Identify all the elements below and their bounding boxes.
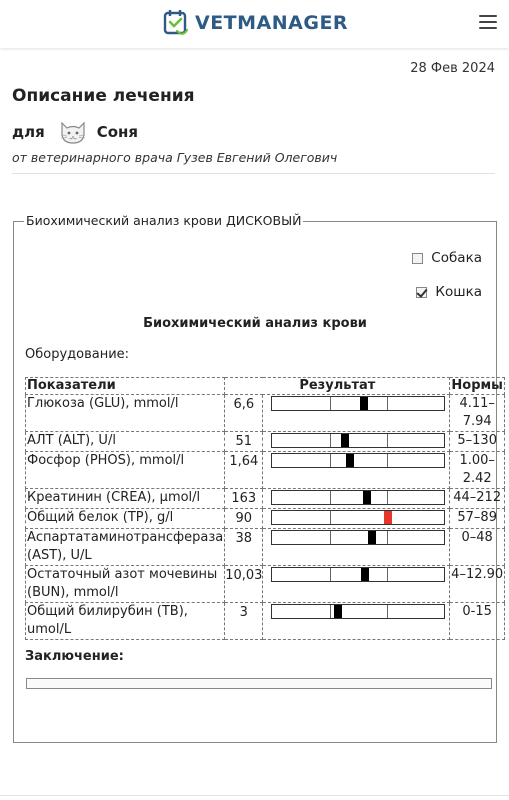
patient-line <box>12 116 138 148</box>
indicator-name: Аспартатаминотрансфераза (AST), U/L <box>26 529 225 566</box>
scale-tick <box>330 511 331 524</box>
results-table <box>25 377 505 640</box>
col-norms: Нормы <box>451 378 503 393</box>
brand-name: VETMANAGER <box>195 12 349 34</box>
result-scale <box>271 490 445 505</box>
table-row <box>26 603 505 640</box>
conclusion-field[interactable] <box>26 678 492 689</box>
scale-tick <box>387 454 388 467</box>
table-row <box>26 432 505 452</box>
analysis-title: Биохимический анализ крови <box>143 316 367 331</box>
result-scale-cell <box>263 452 450 489</box>
table-row <box>26 489 505 509</box>
page-title: Описание лечения <box>12 86 195 106</box>
scale-tick <box>387 531 388 544</box>
result-value: 38 <box>225 529 263 566</box>
result-marker <box>346 454 354 467</box>
result-scale <box>271 604 445 619</box>
result-marker <box>368 531 376 544</box>
species-cat-checkbox[interactable] <box>416 284 482 300</box>
table-row <box>26 566 505 603</box>
result-marker <box>334 605 342 618</box>
result-value: 51 <box>225 432 263 452</box>
result-value: 3 <box>225 603 263 640</box>
result-scale-cell <box>263 489 450 509</box>
col-result: Результат <box>225 378 450 395</box>
scale-tick <box>330 491 331 504</box>
norm-range: 57–89 <box>450 509 505 529</box>
result-scale-cell <box>263 432 450 452</box>
cat-icon <box>57 116 89 148</box>
indicator-name: Фосфор (PHOS), mmol/l <box>26 452 225 489</box>
vet-name: от ветеринарного врача Гузев Евгений Олегович <box>12 150 338 165</box>
norm-range: 5–130 <box>450 432 505 452</box>
indicator-name: Общий белок (TP), g/l <box>26 509 225 529</box>
pet-name[interactable]: Соня <box>96 123 139 141</box>
result-scale-cell <box>263 509 450 529</box>
cat-checkbox[interactable] <box>416 287 427 298</box>
result-scale <box>271 396 445 411</box>
scale-tick <box>387 434 388 447</box>
norm-range: 0–48 <box>450 529 505 566</box>
analysis-form <box>13 213 504 743</box>
result-scale <box>271 567 445 582</box>
result-scale <box>271 453 445 468</box>
scale-tick <box>330 531 331 544</box>
scale-tick <box>387 605 388 618</box>
scale-tick <box>330 605 331 618</box>
result-scale <box>271 530 445 545</box>
result-value: 10,03 <box>225 566 263 603</box>
species-cat-label: Кошка <box>435 284 482 300</box>
conclusion-label: Заключение: <box>25 649 124 664</box>
species-dog-checkbox[interactable] <box>412 250 482 266</box>
result-value: 163 <box>225 489 263 509</box>
result-marker <box>360 397 368 410</box>
indicator-name: Креатинин (CREA), μmol/l <box>26 489 225 509</box>
table-row <box>26 395 505 432</box>
equipment-label: Оборудование: <box>25 347 130 362</box>
result-marker <box>361 568 369 581</box>
result-value: 6,6 <box>225 395 263 432</box>
norm-range: 4–12.90 <box>450 566 505 603</box>
divider <box>12 173 495 174</box>
footer-divider <box>0 795 509 796</box>
result-marker <box>341 434 349 447</box>
indicator-name: Глюкоза (GLU), mmol/l <box>26 395 225 432</box>
indicator-name: Общий билирубин (TB), umol/L <box>26 603 225 640</box>
indicator-name: Остаточный азот мочевины (BUN), mmol/l <box>26 566 225 603</box>
result-scale-cell <box>263 395 450 432</box>
top-bar <box>0 0 509 48</box>
scale-tick <box>330 568 331 581</box>
result-marker <box>384 511 392 524</box>
indicator-name: АЛТ (ALT), U/l <box>26 432 225 452</box>
norm-range: 0-15 <box>450 603 505 640</box>
norm-range: 44–212 <box>450 489 505 509</box>
norm-range: 1.00–2.42 <box>450 452 505 489</box>
result-value: 90 <box>225 509 263 529</box>
scale-tick <box>387 491 388 504</box>
hamburger-icon[interactable] <box>479 15 497 29</box>
result-scale-cell <box>263 529 450 566</box>
scale-tick <box>330 397 331 410</box>
form-legend: Биохимический анализ крови ДИСКОВЫЙ <box>26 213 302 228</box>
species-dog-label: Собака <box>431 250 482 266</box>
dog-checkbox[interactable] <box>412 253 423 264</box>
table-row <box>26 529 505 566</box>
result-scale <box>271 433 445 448</box>
result-scale-cell <box>263 603 450 640</box>
result-scale <box>271 510 445 525</box>
table-row <box>26 509 505 529</box>
vetmanager-logo[interactable] <box>163 8 348 38</box>
table-row <box>26 452 505 489</box>
result-scale-cell <box>263 566 450 603</box>
scale-tick <box>330 454 331 467</box>
result-marker <box>363 491 371 504</box>
record-date: 28 Фев 2024 <box>410 61 495 76</box>
scale-tick <box>387 397 388 410</box>
scale-tick <box>330 434 331 447</box>
col-indicators: Показатели <box>26 378 225 395</box>
scale-tick <box>387 568 388 581</box>
for-label: для <box>12 123 45 141</box>
result-value: 1,64 <box>225 452 263 489</box>
norm-range: 4.11–7.94 <box>450 395 505 432</box>
calendar-pet-icon <box>163 9 189 37</box>
